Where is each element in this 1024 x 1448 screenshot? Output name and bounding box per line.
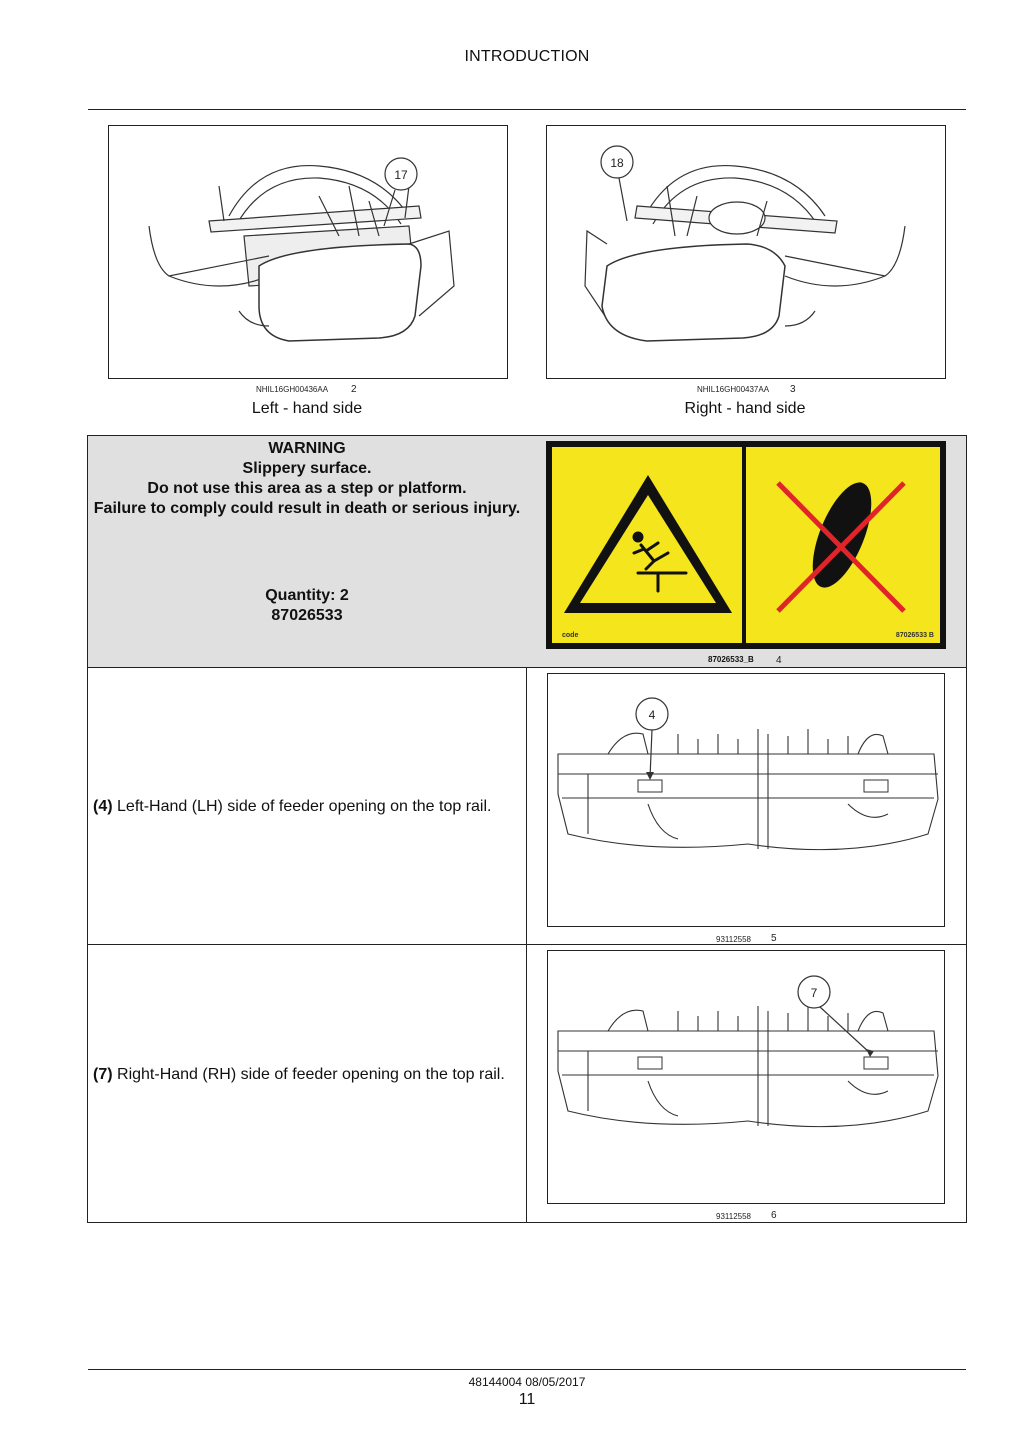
- row-2-figure-callout: 7: [810, 986, 818, 1000]
- row-2-text: Right-Hand (RH) side of feeder opening on the top rail.: [117, 1066, 505, 1083]
- left-figure-ref-code: NHIL16GH00436AA: [256, 385, 329, 394]
- left-hand-side-figure: [108, 125, 508, 379]
- row-divider: [526, 667, 527, 945]
- footer-divider: [88, 1369, 966, 1370]
- page-header-title: INTRODUCTION: [464, 48, 590, 65]
- row-2-ref-code: 93112558: [716, 1212, 751, 1221]
- right-figure-ref-code: NHIL16GH00437AA: [697, 385, 770, 394]
- row-2-rail-illustration: [548, 951, 944, 1203]
- safety-decal-graphic: [546, 441, 946, 649]
- warning-line-2: Do not use this area as a step or platform.: [147, 480, 467, 497]
- header-divider: [88, 109, 966, 110]
- right-figure-caption: Right - hand side: [684, 400, 806, 417]
- decal-ref-code: 87026533_B: [708, 655, 754, 664]
- left-figure-caption: Left - hand side: [251, 400, 363, 417]
- row-1-figure-callout: 4: [648, 708, 656, 722]
- footer-doc-code: 48144004 08/05/2017: [468, 1375, 586, 1389]
- row-1-description: [93, 797, 523, 817]
- right-figure-callout: 18: [610, 156, 624, 170]
- row-divider: [526, 944, 527, 1222]
- decal-part-label: 87026533 B: [895, 632, 934, 639]
- warning-line-1: Slippery surface.: [242, 460, 372, 477]
- right-figure-number: 3: [790, 384, 796, 395]
- row-1-callout-label: (4): [93, 798, 113, 815]
- row-2-description: [93, 1065, 523, 1085]
- left-figure-number: 2: [351, 384, 357, 395]
- warning-heading: WARNING: [268, 440, 346, 457]
- right-header-illustration: [547, 126, 945, 378]
- warning-text-block: [92, 439, 522, 519]
- safety-decal: [546, 441, 946, 649]
- warning-part-number: 87026533: [271, 607, 343, 624]
- row-2-figure-number: 6: [771, 1210, 777, 1221]
- row-2-figure: [547, 950, 945, 1204]
- decal-figure-number: 4: [776, 655, 782, 666]
- row-1-figure-number: 5: [771, 933, 777, 944]
- right-hand-side-figure: [546, 125, 946, 379]
- quantity-block: [92, 586, 522, 626]
- decal-code-label: code: [562, 632, 579, 639]
- warning-line-3: Failure to comply could result in death or serious injury.: [93, 500, 521, 517]
- row-1-text: Left-Hand (LH) side of feeder opening on the top rail.: [117, 798, 492, 815]
- row-1-figure: [547, 673, 945, 927]
- left-header-illustration: [109, 126, 507, 378]
- row-1-ref-code: 93112558: [716, 935, 751, 944]
- page-number: 11: [518, 1391, 536, 1408]
- warning-quantity: Quantity: 2: [265, 587, 349, 604]
- row-1-rail-illustration: [548, 674, 944, 926]
- row-2-callout-label: (7): [93, 1066, 113, 1083]
- left-figure-callout: 17: [394, 168, 408, 182]
